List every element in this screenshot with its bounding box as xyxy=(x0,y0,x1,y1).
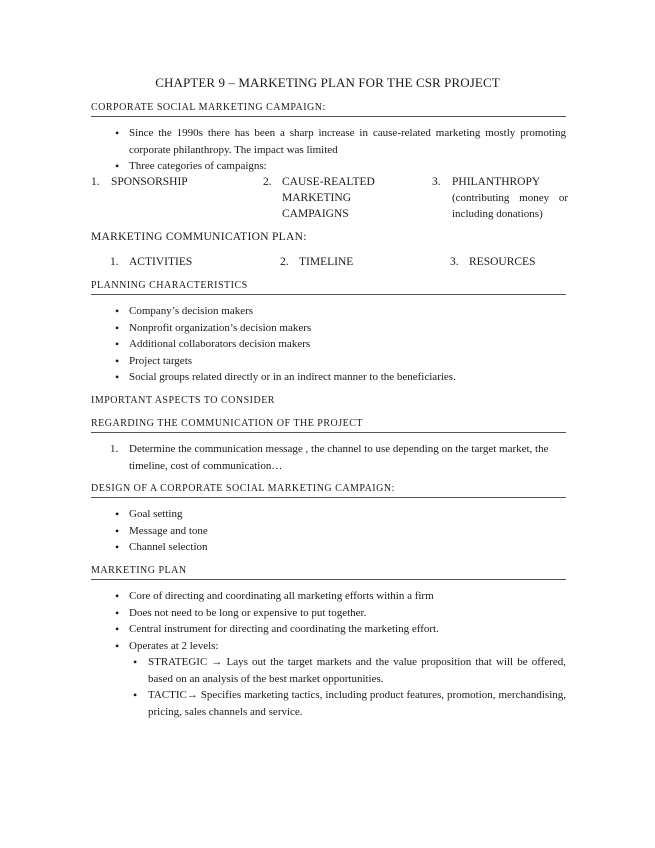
bullet-icon: • xyxy=(115,622,120,636)
section-heading-csm-campaign: CORPORATE SOCIAL MARKETING CAMPAIGN: xyxy=(91,101,566,117)
section-heading-marketing-plan: MARKETING PLAN xyxy=(91,564,566,580)
csm-bullet-list xyxy=(0,125,655,175)
list-item: • Message and tone xyxy=(115,523,208,538)
bullet-icon: • xyxy=(115,320,120,335)
list-item: • Operates at 2 levels: xyxy=(115,638,219,653)
bullet-icon: • xyxy=(115,159,120,173)
section-subheading-communication: REGARDING THE COMMUNICATION OF THE PROJECT xyxy=(91,417,566,433)
sub-list-item-strategic: • STRATEGIC → Lays out the target markets and the value proposition that will be offered, based on an analysis of the best market opportunities. xyxy=(133,655,567,685)
section-heading-important-aspects: IMPORTANT ASPECTS TO CONSIDER xyxy=(91,395,275,406)
bullet-icon: • xyxy=(133,688,138,702)
list-item: • Social groups related directly or in an indirect manner to the beneficiaries. xyxy=(115,370,456,384)
numbered-item: 1. Determine the communication message , the channel to use depending on the target market, the timeline, cost of communication… xyxy=(110,443,549,472)
bullet-icon: • xyxy=(133,655,138,669)
list-item: • Core of directing and coordinating all marketing efforts within a firm xyxy=(115,589,434,603)
section-heading-campaign-design: DESIGN OF A CORPORATE SOCIAL MARKETING CAMPAIGN: xyxy=(91,482,566,498)
bullet-icon: • xyxy=(115,337,120,351)
list-item: • Since the 1990s there has been a sharp increase in cause-related marketing mostly promoting corporate philanthropy. The impact was limited xyxy=(115,126,566,156)
bullet-icon: • xyxy=(115,353,120,368)
design-bullet-list xyxy=(0,506,655,556)
marketing-plan-bullet-list xyxy=(0,588,655,720)
page-title: CHAPTER 9 – MARKETING PLAN FOR THE CSR PROJECT xyxy=(155,75,500,90)
list-item: • Company’s decision makers xyxy=(115,304,254,318)
sub-list-item-tactic: • TACTIC→ Specifies marketing tactics, including product features, promotion, merchandising, pricing, sales channels and service. xyxy=(133,688,566,718)
bullet-icon: • xyxy=(115,370,120,384)
bullet-icon: • xyxy=(115,523,120,538)
arrow-right-icon: → xyxy=(186,689,198,701)
list-item: • Three categories of campaigns: xyxy=(115,159,267,173)
list-item: • Central instrument for directing and coordinating the marketing effort. xyxy=(115,622,439,636)
list-item: • Nonprofit organization’s decision makers xyxy=(115,320,312,335)
planning-bullet-list xyxy=(0,303,655,386)
bullet-icon: • xyxy=(115,507,120,521)
list-item: • Additional collaborators decision makers xyxy=(115,337,311,351)
list-item: • Goal setting xyxy=(115,507,183,521)
list-item: • Channel selection xyxy=(115,540,208,554)
bullet-icon: • xyxy=(115,126,120,140)
section-heading-communication-plan: MARKETING COMMUNICATION PLAN: xyxy=(91,231,307,243)
document-page: CHAPTER 9 – MARKETING PLAN FOR THE CSR PROJECT CORPORATE SOCIAL MARKETING CAMPAIGN: • Since the 1990s there has been a sharp increase in cause-related marketing mostly promoting corporate philanthropy. The impact was limited • Three categories of campaigns: 1. SPONSORSHIP 2. CAUSE-REALTED MARKETING CAMPAIGNS 3. PHILANTHROPY (contributing money or including donations) MARKETING COMMUNICATION PLAN: 1. ACTIVITIES 2. TIMELINE 3. RESOURCES PLANNING CHARACTERISTICS • Company’s decision makers • Nonprofit organization’s decision makers • Additional collaborators decision makers • Project targets • Social groups related directly or in an indirect manner to the beneficiaries. IMPORTANT ASPECTS TO CONSIDER REGARDING THE COMMUNICATION OF THE PROJECT 1. Determine the communication message , the channel to use depending on the target market, the timeline, cost of communication… DESIGN OF A CORPORATE SOCIAL MARKETING CAMPAIGN: • Goal setting • Message and tone • Channel selection MARKETING PLAN • Core of directing and coordinating all marketing efforts within a firm • Does not need to be long or expensive to put together. • Central instrument for directing and coordinating the marketing effort. • Operates at 2 levels: • STRATEGIC → Lays out the target markets and the value proposition that will be offered, based on an analysis of the best market opportunities. • TACTIC→ Specifies marketing tactics, including product features, promotion, merchandising, pricing, sales channels and service. xyxy=(0,0,655,848)
bullet-icon: • xyxy=(115,304,120,318)
arrow-right-icon: → xyxy=(211,656,223,668)
list-item: • Does not need to be long or expensive to put together. xyxy=(115,605,367,620)
list-item: • Project targets xyxy=(115,353,193,368)
bullet-icon: • xyxy=(115,589,120,603)
section-heading-planning-characteristics: PLANNING CHARACTERISTICS xyxy=(91,279,566,295)
bullet-icon: • xyxy=(115,605,120,620)
bullet-icon: • xyxy=(115,540,120,554)
bullet-icon: • xyxy=(115,638,120,653)
